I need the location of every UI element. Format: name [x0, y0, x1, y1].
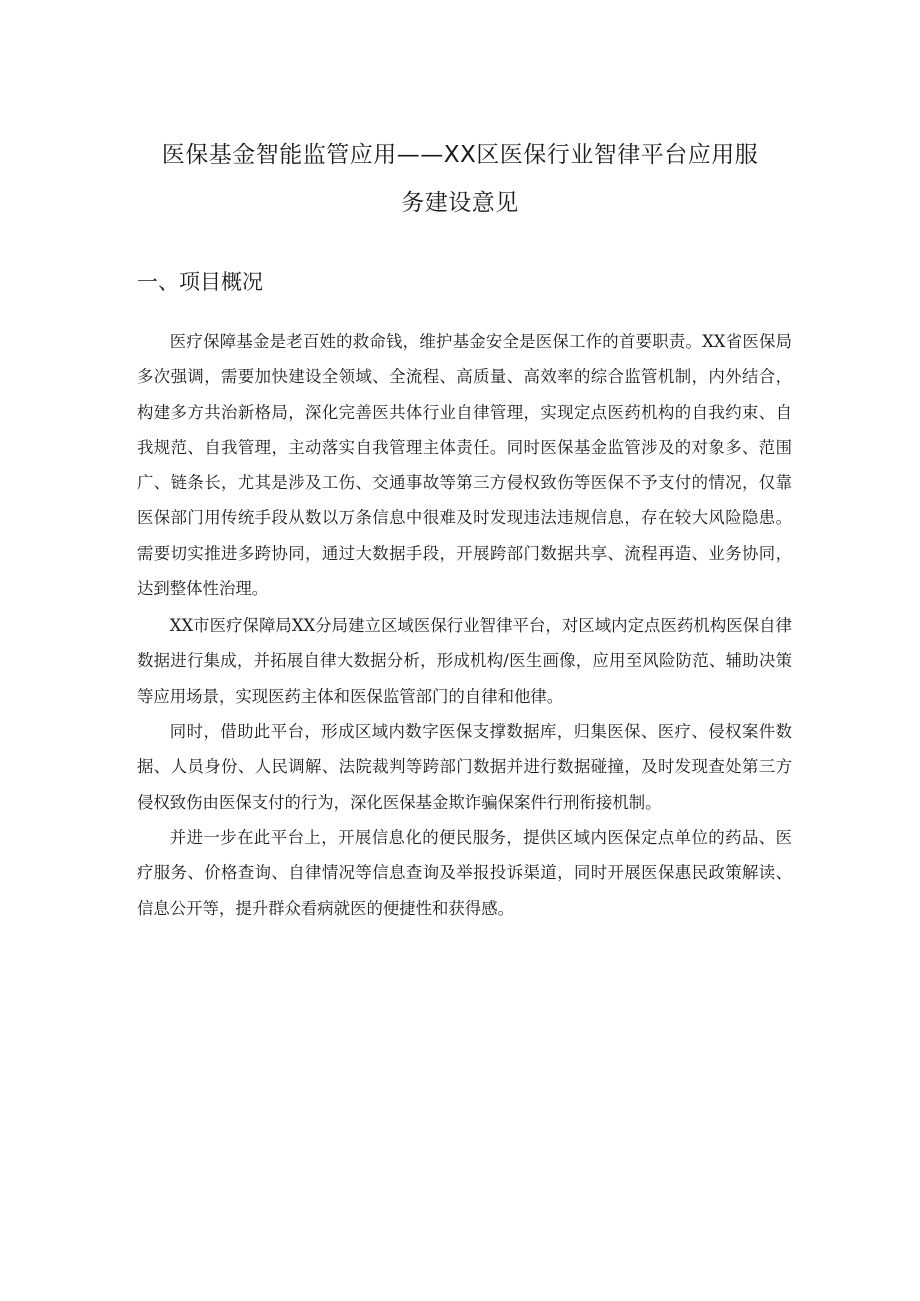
document-title-line-1: 医保基金智能监管应用——XX区医保行业智律平台应用服	[161, 142, 759, 168]
paragraph-4: 并进一步在此平台上，开展信息化的便民服务，提供区域内医保定点单位的药品、医疗服务、价格查询、自律情况等信息查询及举报投诉渠道，同时开展医保惠民政策解读、信息公开等，提升群众看病就医的便捷性和获得感。	[137, 828, 792, 918]
paragraph-3: 同时，借助此平台，形成区域内数字医保支撑数据库，归集医保、医疗、侵权案件数据、人员身份、人民调解、法院裁判等跨部门数据并进行数据碰撞，及时发现查处第三方侵权致伤由医保支付的行为，深化医保基金欺诈骗保案件行刑衔接机制。	[137, 722, 792, 812]
paragraph-2: XX市医疗保障局XX分局建立区域医保行业智律平台，对区域内定点医药机构医保自律数据进行集成，并拓展自律大数据分析，形成机构/医生画像，应用至风险防范、辅助决策等应用场景，实现医药主体和医保监管部门的自律和他律。	[137, 616, 792, 706]
section-heading-project-overview: 一、项目概况	[137, 270, 263, 294]
paragraph-1: 医疗保障基金是老百姓的救命钱，维护基金安全是医保工作的首要职责。XX省医保局多次强调，需要加快建设全领域、全流程、高质量、高效率的综合监管机制，内外结合，构建多方共治新格局，深化完善医共体行业自律管理，实现定点医药机构的自我约束、自我规范、自我管理，主动落实自我管理主体责任。同时医保基金监管涉及的对象多、范围广、链条长，尤其是涉及工伤、交通事故等第三方侵权致伤等医保不予支付的情况，仅靠医保部门用传统手段从数以万条信息中很难及时发现违法违规信息，存在较大风险隐患。需要切实推进多跨协同，通过大数据手段，开展跨部门数据共享、流程再造、业务协同，达到整体性治理。	[137, 332, 792, 599]
document-title-line-2: 务建设意见	[401, 190, 519, 216]
